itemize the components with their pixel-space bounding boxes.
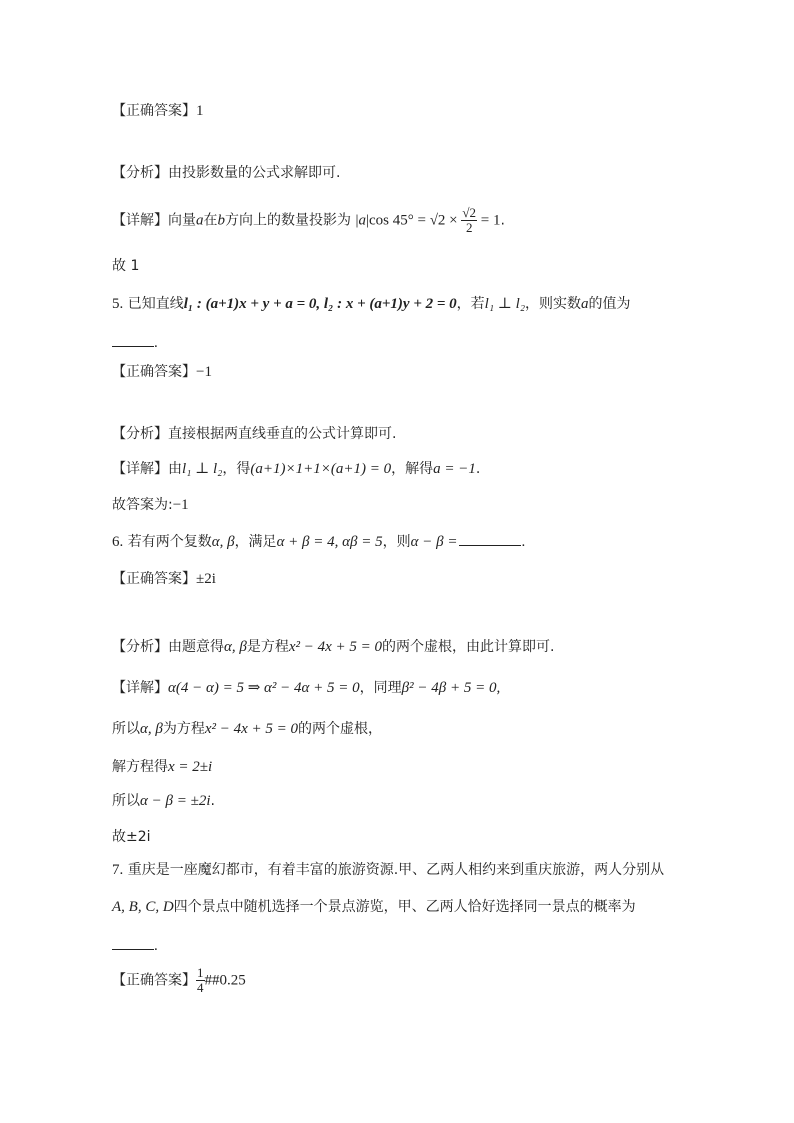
q5-stem-text: 已知直线	[127, 296, 184, 312]
q5-conclusion-value: −1	[172, 497, 189, 513]
q5-stem-text: 的值为	[588, 296, 631, 312]
q5-var: a	[581, 296, 589, 312]
q6-detail-eq1: α(4 − α) = 5 ⇒ α² − 4α + 5 = 0	[168, 680, 360, 696]
q6-line3-text: 解方程得	[112, 759, 168, 775]
q4-detail-text: 在	[203, 212, 218, 229]
q6-stem-text: ，满足	[234, 534, 277, 550]
detail-label: 【详解】	[112, 461, 168, 477]
q6-analysis-text: 由题意得	[168, 639, 224, 655]
q6-line3	[112, 757, 212, 777]
q6-analysis-line	[112, 637, 555, 657]
q6-line4-eq: α − β = ±2i	[140, 793, 211, 809]
q6-detail-line	[112, 678, 500, 698]
q5-answer-blank	[112, 334, 154, 347]
q7-answer-tail: ##0.25	[204, 972, 246, 989]
q6-answer-blank	[459, 533, 521, 546]
q4-abs-open: |	[355, 212, 359, 229]
q7-answer-blank	[112, 937, 154, 950]
q5-blank-tail: .	[154, 335, 158, 351]
q4-answer: 1	[196, 103, 204, 119]
q6-stem-end: .	[521, 534, 526, 550]
q6-line4-text: 所以	[112, 793, 140, 809]
q5-analysis: 直接根据两直线垂直的公式计算即可.	[168, 426, 397, 442]
q4-detail-text: 向量	[168, 212, 196, 229]
q6-line4-end: .	[210, 793, 215, 809]
q7-answer-fraction	[196, 966, 205, 995]
q6-analysis-eq: x² − 4x + 5 = 0	[288, 639, 383, 655]
q5-detail-line	[112, 459, 480, 479]
q5-conclusion-text: 故答案为:	[112, 497, 173, 513]
q4-formula-end: = 1	[477, 212, 501, 229]
q5-answer-line	[112, 362, 212, 382]
q4-formula: cos 45° = √2 ×	[368, 212, 462, 229]
q5-detail-result: a = −1	[433, 461, 476, 477]
q6-line2-eq: x² − 4x + 5 = 0	[204, 721, 299, 737]
q4-detail-end: .	[500, 212, 505, 229]
q5-blank-line	[112, 333, 158, 353]
answer-label: 【正确答案】	[112, 571, 196, 587]
q4-answer-line	[112, 101, 204, 121]
q5-stem-line	[112, 294, 631, 314]
q6-stem-text: 若有两个复数	[127, 534, 212, 550]
q6-line2	[112, 719, 382, 739]
q4-conclusion	[112, 256, 139, 276]
q4-detail-line	[112, 206, 505, 235]
q5-stem-text: ，若	[456, 296, 485, 312]
q6-conclusion	[112, 827, 151, 847]
q4-abs-close: |	[365, 212, 369, 229]
q6-detail-text: ，同理	[359, 680, 402, 696]
q6-conclusion-text: 故±2i	[112, 829, 151, 845]
q5-detail-text: ，解得	[391, 461, 434, 477]
q4-analysis-line	[112, 163, 340, 183]
q4-analysis: 由投影数量的公式求解即可.	[168, 165, 341, 181]
q6-line3-eq: x = 2±i	[168, 759, 213, 775]
answer-label: 【正确答案】	[112, 972, 196, 989]
detail-label: 【详解】	[112, 212, 168, 229]
q6-line2-text: 的两个虚根，	[298, 721, 383, 737]
q4-frac-num: √2	[462, 205, 477, 220]
q7-frac-den: 4	[197, 980, 204, 995]
q5-analysis-line	[112, 424, 396, 444]
q5-conclusion	[112, 495, 189, 515]
q6-expr: α − β =	[410, 534, 458, 550]
q5-number: 5.	[112, 296, 124, 312]
q6-stem-text: ，则	[382, 534, 411, 550]
q6-number: 6.	[112, 534, 124, 550]
q5-detail-cond: l₁ ⊥ l₂	[182, 461, 223, 477]
q5-perp-condition: l₁ ⊥ l₂	[484, 296, 526, 312]
detail-label: 【详解】	[112, 680, 168, 696]
q7-stem-text: 四个景点中随机选择一个景点游览，甲、乙两人恰好选择同一景点的概率为	[173, 899, 636, 915]
q6-analysis-vars: α, β	[224, 639, 247, 655]
q7-answer-line	[112, 966, 246, 995]
q6-line4	[112, 791, 215, 811]
q5-lines-equation: l₁ : (a+1)x + y + a = 0, l₂ : x + (a+1)y + 2 = 0	[183, 296, 457, 312]
q5-answer: −1	[196, 364, 212, 380]
q7-stem-text: 重庆是一座魔幻都市，有着丰富的旅游资源.甲、乙两人相约来到重庆旅游，两人分别从	[127, 862, 665, 878]
analysis-label: 【分析】	[112, 165, 168, 181]
q5-stem-text: ，则实数	[525, 296, 582, 312]
q6-vars: α, β	[211, 534, 235, 550]
q4-conclusion-text: 故 1	[112, 258, 140, 274]
q7-blank-tail: .	[154, 938, 158, 954]
q4-detail-text: 方向上的数量投影为	[225, 212, 351, 229]
q7-vars: A, B, C, D	[112, 899, 174, 915]
q6-detail-eq2: β² − 4β + 5 = 0,	[401, 680, 501, 696]
q5-detail-text: ，得	[222, 461, 251, 477]
q6-condition: α + β = 4, αβ = 5	[276, 534, 383, 550]
q7-blank-line	[112, 936, 158, 956]
q6-line2-vars: α, β	[140, 721, 163, 737]
q4-frac-den: 2	[465, 220, 473, 235]
q6-analysis-text: 的两个虚根，由此计算即可.	[382, 639, 555, 655]
q7-stem-line2	[112, 897, 636, 917]
q6-line2-text: 所以	[112, 721, 140, 737]
q6-stem-line	[112, 532, 525, 552]
q6-answer: ±2i	[196, 571, 216, 587]
q7-stem-line1	[112, 860, 664, 880]
q5-detail-text: 由	[168, 461, 182, 477]
q6-answer-line	[112, 569, 216, 589]
q4-fraction	[461, 206, 477, 235]
answer-label: 【正确答案】	[112, 103, 196, 119]
q5-detail-eq: (a+1)×1+1×(a+1) = 0	[250, 461, 392, 477]
q4-vec-b: b	[217, 212, 225, 229]
q6-analysis-text: 是方程	[246, 639, 289, 655]
q5-detail-end: .	[475, 461, 481, 477]
analysis-label: 【分析】	[112, 426, 168, 442]
q7-number: 7.	[112, 862, 124, 878]
q6-line2-text: 为方程	[162, 721, 205, 737]
analysis-label: 【分析】	[112, 639, 168, 655]
q7-frac-num: 1	[197, 965, 204, 980]
q4-vec-a: a	[196, 212, 204, 229]
q4-abs-a: a	[358, 212, 366, 229]
answer-label: 【正确答案】	[112, 364, 196, 380]
